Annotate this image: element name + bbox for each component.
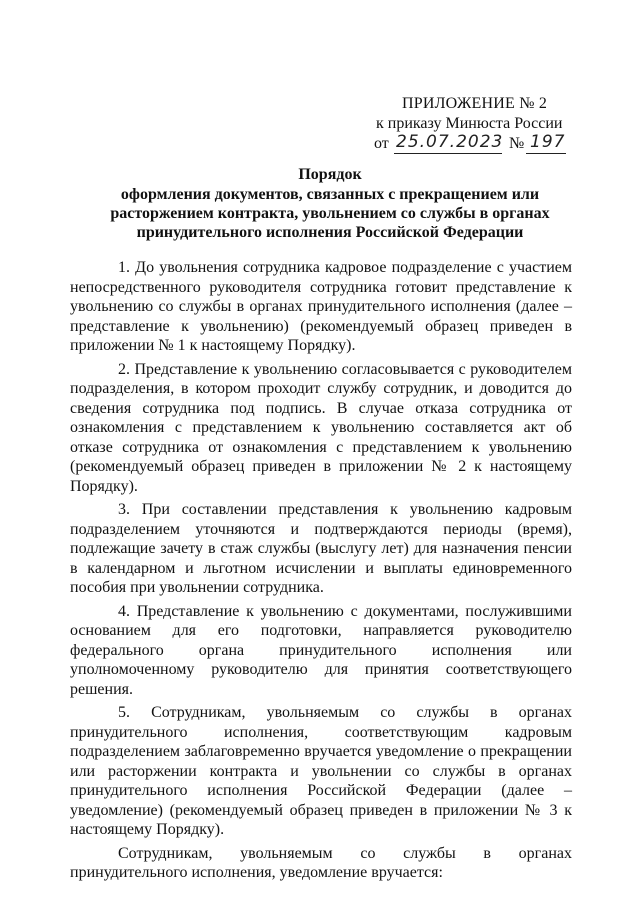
document-title	[70, 165, 590, 242]
number-underline	[526, 153, 566, 154]
appendix-order-reference: к приказу Минюста России	[376, 115, 563, 132]
appendix-date-number-line	[370, 134, 570, 156]
document-body	[70, 258, 572, 887]
number-label: №	[509, 135, 525, 152]
paragraph-5: 5. Сотрудникам, увольняемым со службы в органах принудительного исполнения, соответствующим кадровым подразделением заблаговременно вручается уведомление о прекращении или расторжении контракта и увольнении со службы в органах принудительного исполнения Российской Федерации (далее – уведомление) (рекомендуемый образец приведен в приложении № 3 к настоящему Порядку).	[70, 704, 572, 838]
paragraph-6: Сотрудникам, увольняемым со службы в органах принудительного исполнения, уведомление вручается:	[70, 844, 572, 881]
handwritten-number: 197	[530, 132, 566, 152]
handwritten-date: 25.07.2023	[396, 132, 504, 152]
appendix-title: ПРИЛОЖЕНИЕ № 2	[402, 95, 548, 112]
title-subheading: оформления документов, связанных с прекращением или расторжением контракта, увольнением со службы в органах принудительного исполнения Российской Федерации	[110, 186, 550, 241]
paragraph-2: 2. Представление к увольнению согласовывается с руководителем подразделения, в котором проходит службу сотрудник, и доводится до сведения сотрудника под подпись. В случае отказа сотрудника от ознакомления с представлением к увольнению составляется акт об отказе сотрудника от ознакомления с представлением к увольнению (рекомендуемый образец приведен в приложении № 2 к настоящему Порядку).	[70, 360, 572, 495]
title-heading: Порядок	[298, 166, 362, 183]
paragraph-3: 3. При составлении представления к увольнению кадровым подразделением уточняются и подтверждаются периоды (время), подлежащие зачету в стаж службы (выслугу лет) для назначения пенсии в календарном и льготном исчислении и выплаты единовременного пособия при увольнении сотрудника.	[70, 501, 572, 596]
date-underline	[394, 153, 502, 154]
appendix-header	[370, 94, 570, 156]
paragraph-4: 4. Представление к увольнению с документами, послужившими основанием для его подготовки, направляется руководителю федерального органа принудительного исполнения или уполномоченному руководителю для принятия соответствующего решения.	[70, 602, 572, 698]
from-label: от	[374, 135, 389, 152]
paragraph-1: 1. До увольнения сотрудника кадровое подразделение с участием непосредственного руководителя сотрудника готовит представление к увольнению со службы в органах принудительного исполнения (далее – представление к увольнению) (рекомендуемый образец приведен в приложении № 1 к настоящему Порядку).	[70, 259, 572, 354]
